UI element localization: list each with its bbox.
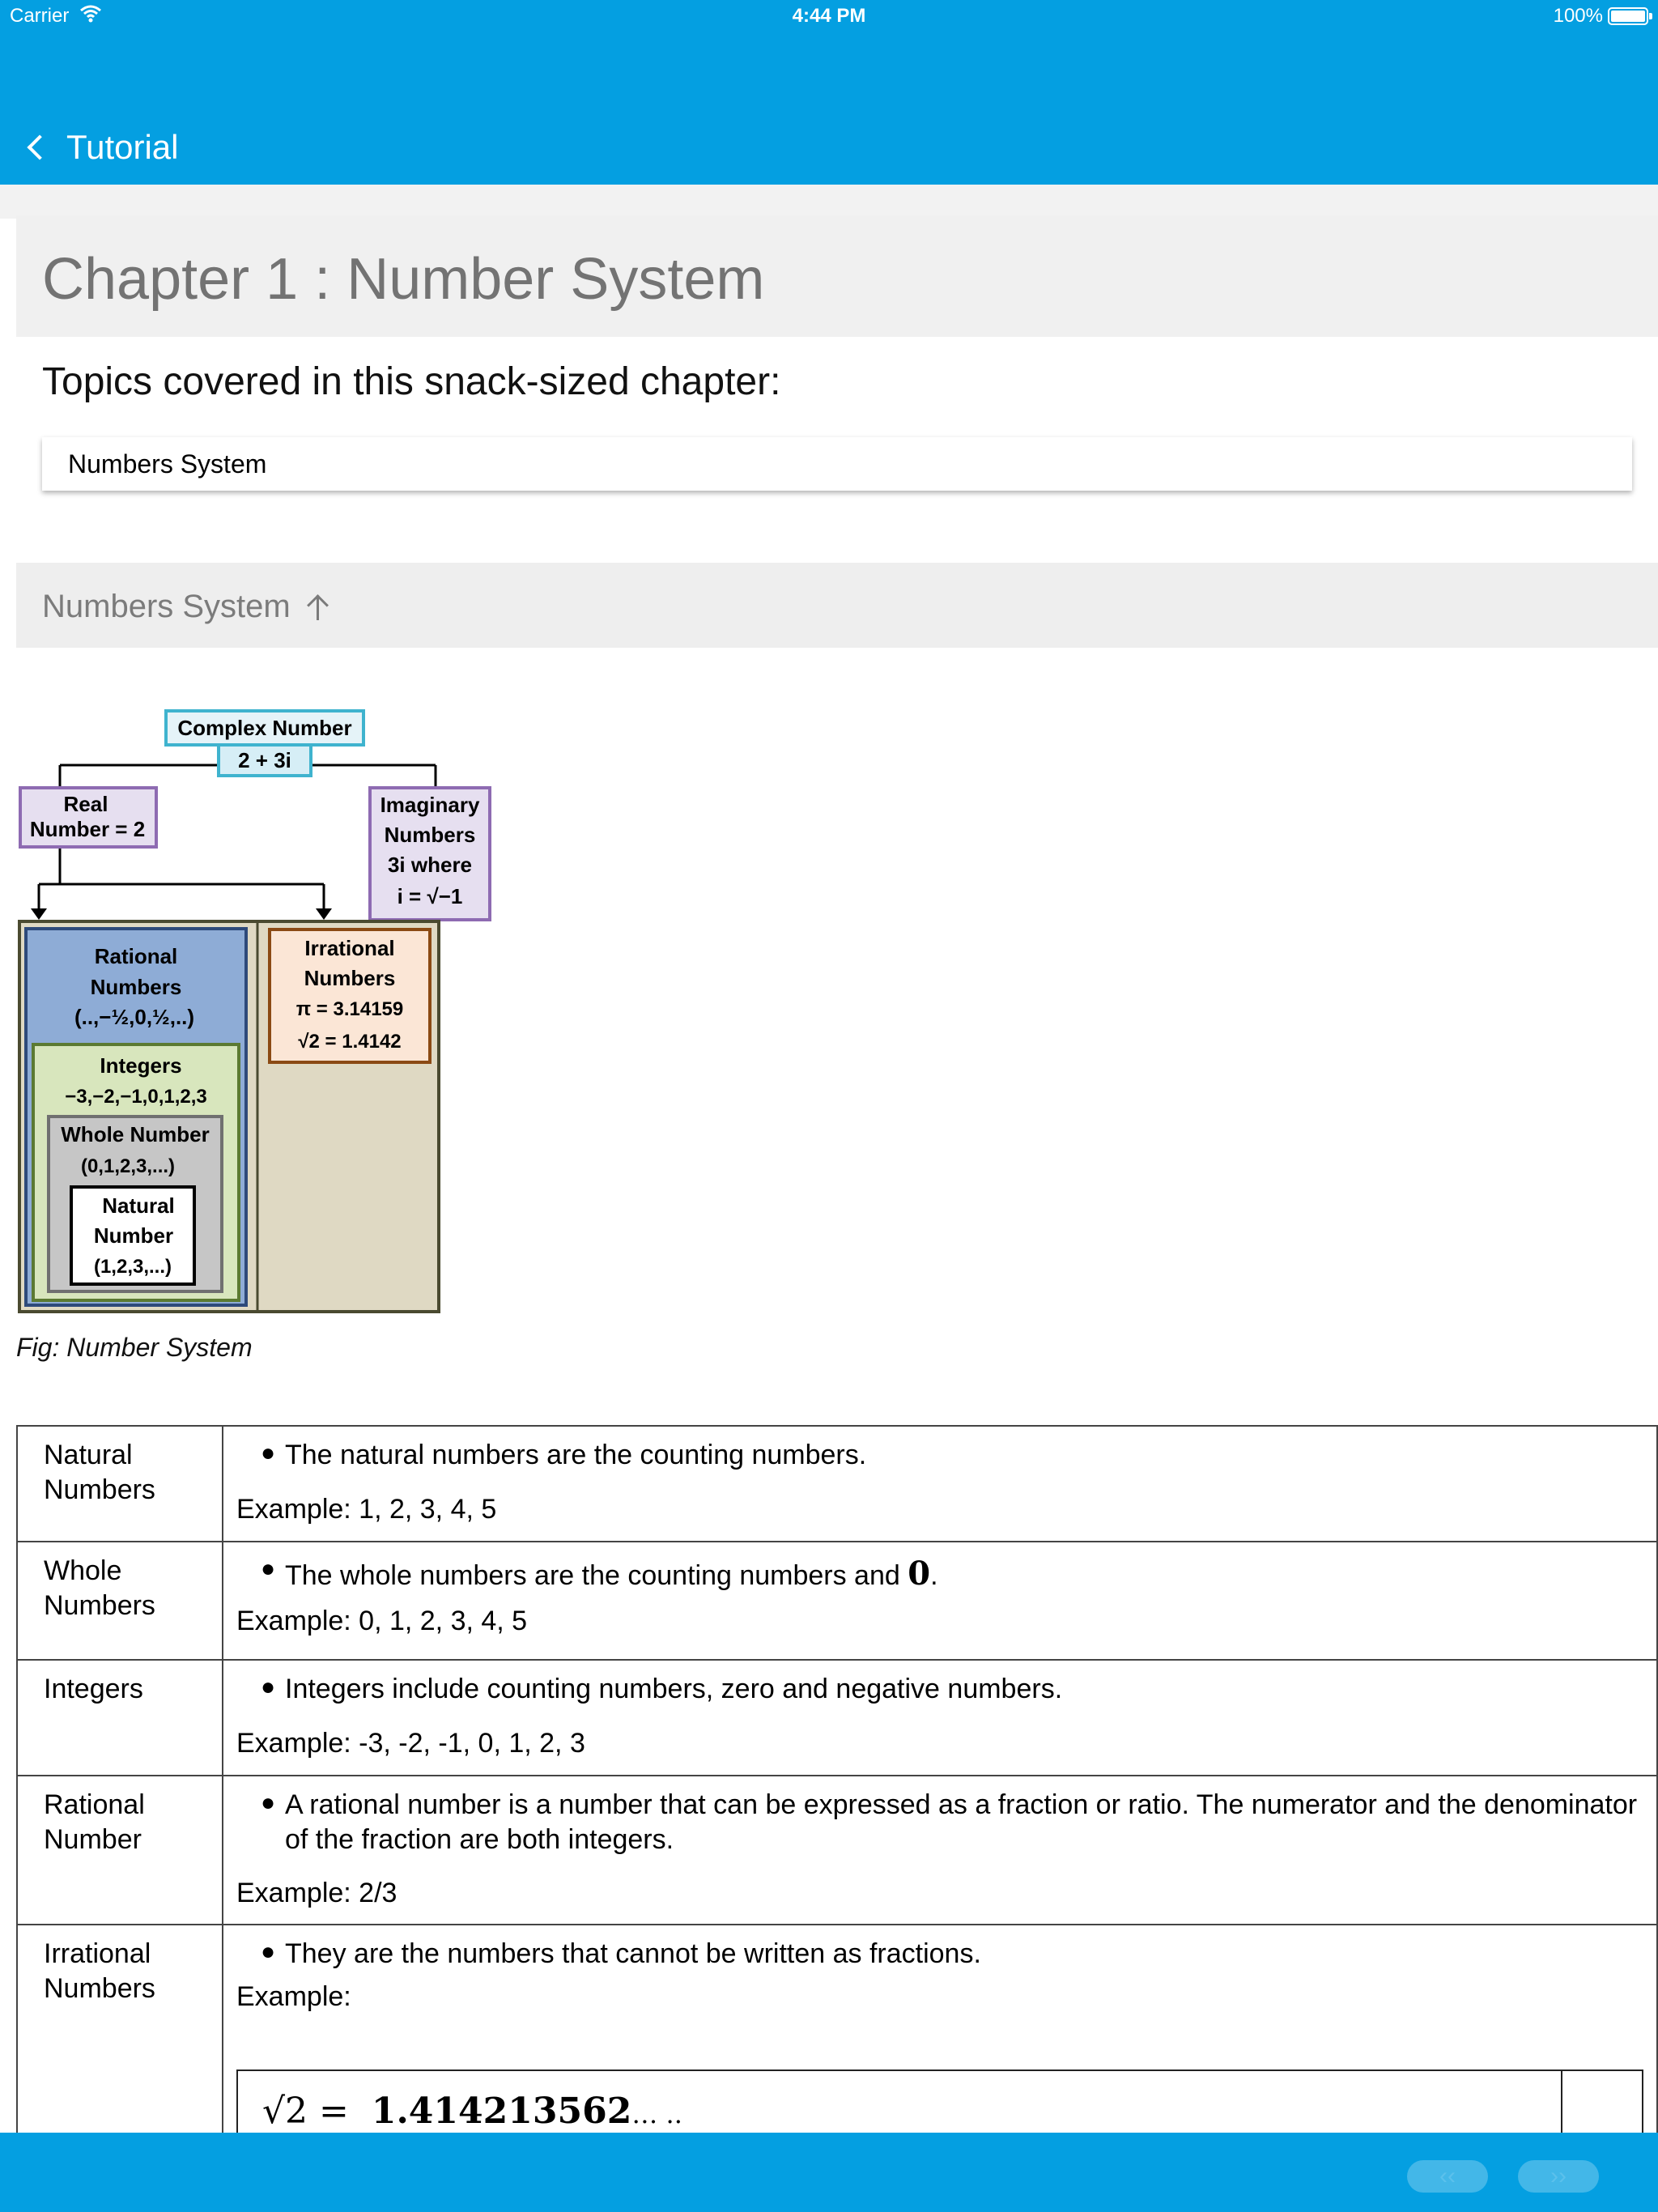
- section-title: Numbers System: [42, 589, 291, 624]
- number-system-diagram: [0, 696, 518, 1328]
- imaginary-label-2: Numbers: [384, 823, 476, 847]
- whole-number-label: Whole Number: [61, 1122, 210, 1146]
- chapter-header: [16, 215, 1658, 337]
- table-row: [17, 1925, 1657, 2167]
- term-cell: Integers: [17, 1660, 223, 1776]
- imaginary-label-1: Imaginary: [380, 793, 480, 817]
- navigation-bar: [0, 0, 1658, 185]
- bullet-icon: ●: [261, 1555, 276, 1582]
- table-row: [17, 1776, 1657, 1925]
- table-row: [17, 1426, 1657, 1542]
- bullet-icon: ●: [261, 1674, 276, 1700]
- description-cell: [223, 1925, 1657, 2167]
- math-expression: [262, 2091, 682, 2132]
- figure-caption: Fig: Number System: [16, 1333, 253, 1362]
- irrational-label-2: Numbers: [304, 966, 396, 990]
- page-background: [0, 185, 1658, 219]
- cell-divider: [1561, 2071, 1562, 2141]
- rational-label-1: Rational: [94, 944, 178, 968]
- term-cell: Whole Numbers: [17, 1542, 223, 1660]
- definition-text: A rational number is a number that can be expressed as a fraction or ratio. The numerator and the denominator of the fraction are both integers.: [285, 1789, 1638, 1855]
- chevron-left-icon: [27, 134, 52, 160]
- real-number-label: Real: [63, 792, 108, 816]
- natural-example: (1,2,3,...): [93, 1256, 172, 1278]
- section-header: [16, 563, 1658, 648]
- definition-tail: .: [930, 1560, 938, 1591]
- math-example-box: [236, 2069, 1643, 2142]
- irrational-label-1: Irrational: [304, 936, 395, 960]
- example-text: Example:: [236, 1980, 351, 2012]
- complex-number-label: Complex Number: [177, 716, 352, 740]
- bullet-icon: ●: [261, 1440, 276, 1466]
- imaginary-label-3: 3i where: [387, 853, 473, 877]
- description-cell: [223, 1426, 1657, 1542]
- previous-page-button[interactable]: ‹‹: [1407, 2160, 1488, 2193]
- rational-example: (..,−½,0,½,..): [74, 1005, 195, 1029]
- definition-text: Integers include counting numbers, zero and negative numbers.: [285, 1674, 1063, 1704]
- math-lhs: √2 =: [262, 2090, 349, 2132]
- term-cell: Irrational Numbers: [17, 1925, 223, 2167]
- description-cell: [223, 1776, 1657, 1925]
- definitions-table: [16, 1425, 1658, 2168]
- back-button[interactable]: [23, 121, 179, 173]
- term-cell: Rational Number: [17, 1776, 223, 1925]
- arrow-down-icon: [31, 908, 47, 920]
- back-button-label: Tutorial: [66, 128, 179, 166]
- irrational-sqrt2: √2 = 1.4142: [298, 1031, 402, 1053]
- clock: 4:44 PM: [792, 5, 866, 27]
- bottom-toolbar: [0, 2133, 1658, 2212]
- example-text: Example: 1, 2, 3, 4, 5: [236, 1493, 497, 1525]
- irrational-pi: π = 3.14159: [295, 998, 404, 1020]
- arrow-up-icon[interactable]: [305, 593, 329, 622]
- example-text: Example: 2/3: [236, 1878, 397, 1908]
- natural-label-2: Number: [93, 1223, 174, 1248]
- integers-example: −3,−2,−1,0,1,2,3: [65, 1086, 207, 1108]
- next-page-button[interactable]: ››: [1518, 2160, 1599, 2193]
- imaginary-label-4: i = √−1: [397, 884, 463, 908]
- complex-example: 2 + 3i: [238, 748, 291, 772]
- bullet-icon: ●: [261, 1789, 276, 1816]
- whole-number-example: (0,1,2,3,...): [80, 1155, 176, 1177]
- definition-text: The whole numbers are the counting numbers and: [285, 1560, 900, 1591]
- math-value: 1.414213562: [371, 2090, 632, 2132]
- real-number-value: Number = 2: [29, 817, 146, 841]
- math-tail: … ..: [631, 2098, 682, 2129]
- example-text: Example: 0, 1, 2, 3, 4, 5: [236, 1606, 528, 1636]
- definition-text: They are the numbers that cannot be written as fractions.: [285, 1938, 981, 1969]
- math-zero: 0: [908, 1555, 931, 1593]
- term-cell: Natural Numbers: [17, 1426, 223, 1542]
- table-row: [17, 1542, 1657, 1660]
- topics-heading: Topics covered in this snack-sized chapter:: [42, 360, 781, 403]
- description-cell: [223, 1542, 1657, 1660]
- natural-label-1: Natural: [102, 1193, 175, 1218]
- number-system-figure: [0, 696, 518, 1328]
- arrow-down-icon: [316, 908, 332, 920]
- integers-label: Integers: [100, 1053, 182, 1078]
- battery-icon: [1608, 7, 1648, 25]
- chapter-title: Chapter 1 : Number System: [42, 247, 765, 312]
- example-text: Example: -3, -2, -1, 0, 1, 2, 3: [236, 1727, 585, 1759]
- carrier-label: Carrier: [10, 5, 70, 27]
- battery-percent: 100%: [1553, 5, 1603, 27]
- table-row: [17, 1660, 1657, 1776]
- topic-link[interactable]: Numbers System: [42, 437, 1632, 491]
- bullet-icon: ●: [261, 1938, 276, 1965]
- rational-label-2: Numbers: [90, 975, 182, 999]
- description-cell: [223, 1660, 1657, 1776]
- status-bar: [0, 0, 1658, 34]
- definition-text: The natural numbers are the counting numbers.: [285, 1440, 867, 1470]
